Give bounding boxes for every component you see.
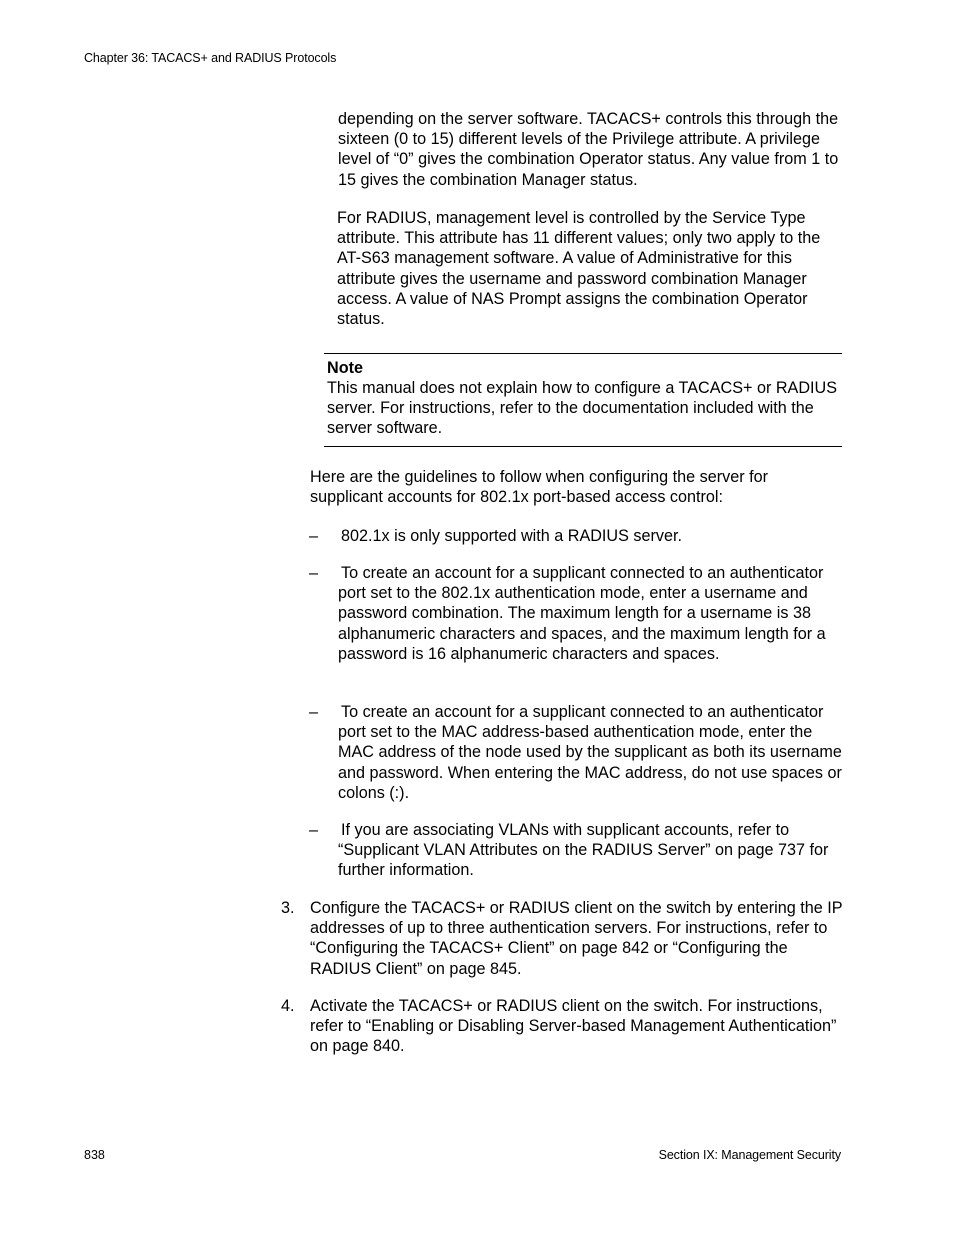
guideline-text: If you are associating VLANs with supplicant accounts, refer to “Supplicant VLAN Attributes on the RADIUS Server” on page 737 for further information.: [338, 821, 829, 880]
page-number: 838: [84, 1148, 105, 1162]
dash-bullet: –: [309, 564, 319, 582]
note-title: Note: [327, 359, 363, 377]
dash-bullet: –: [309, 821, 319, 839]
running-header: Chapter 36: TACACS+ and RADIUS Protocols: [84, 51, 337, 65]
note-box: [324, 353, 842, 447]
paragraph-radius-service-type: For RADIUS, management level is controlled by the Service Type attribute. This attribute has 11 different values; only two apply to the AT-S63 management software. A value of Administrative for this attribute gives the username and password combination Manager access. A value of NAS Prompt assigns the combination Operator status.: [337, 209, 821, 329]
dash-bullet: –: [309, 527, 319, 545]
note-text: This manual does not explain how to configure a TACACS+ or RADIUS server. For instructions, refer to the documentation included with the server software.: [327, 379, 838, 438]
step-text: Activate the TACACS+ or RADIUS client on the switch. For instructions, refer to “Enabling or Disabling Server-based Management Authentication” on page 840.: [310, 997, 837, 1056]
step-text: Configure the TACACS+ or RADIUS client on the switch by entering the IP addresses of up to three authentication servers. For instructions, refer to “Configuring the TACACS+ Client” on page 842 or “Configuring the RADIUS Client” on page 845.: [310, 899, 843, 978]
guideline-text: To create an account for a supplicant connected to an authenticator port set to the 802.1x authentication mode, enter a username and password combination. The maximum length for a username is 38 alphanumeric characters and spaces, and the maximum length for a password is 16 alphanumeric characters and spaces.: [338, 564, 826, 663]
guideline-text: To create an account for a supplicant connected to an authenticator port set to the MAC address-based authentication mode, enter the MAC address of the node used by the supplicant as both its username and password. When entering the MAC address, do not use spaces or colons (:).: [338, 703, 842, 802]
dash-bullet: –: [309, 703, 319, 721]
paragraph-tacacs-privilege: depending on the server software. TACACS+ controls this through the sixteen (0 to 15) different levels of the Privilege attribute. A privilege level of “0” gives the combination Operator status. Any value from 1 to 15 gives the combination Manager status.: [338, 110, 839, 189]
step-number: 3.: [281, 899, 295, 917]
step-number: 4.: [281, 997, 295, 1015]
running-footer-section: Section IX: Management Security: [658, 1148, 841, 1162]
guidelines-intro: Here are the guidelines to follow when configuring the server for supplicant accounts for 802.1x port-based access control:: [310, 468, 769, 507]
guideline-text: 802.1x is only supported with a RADIUS server.: [341, 527, 682, 545]
